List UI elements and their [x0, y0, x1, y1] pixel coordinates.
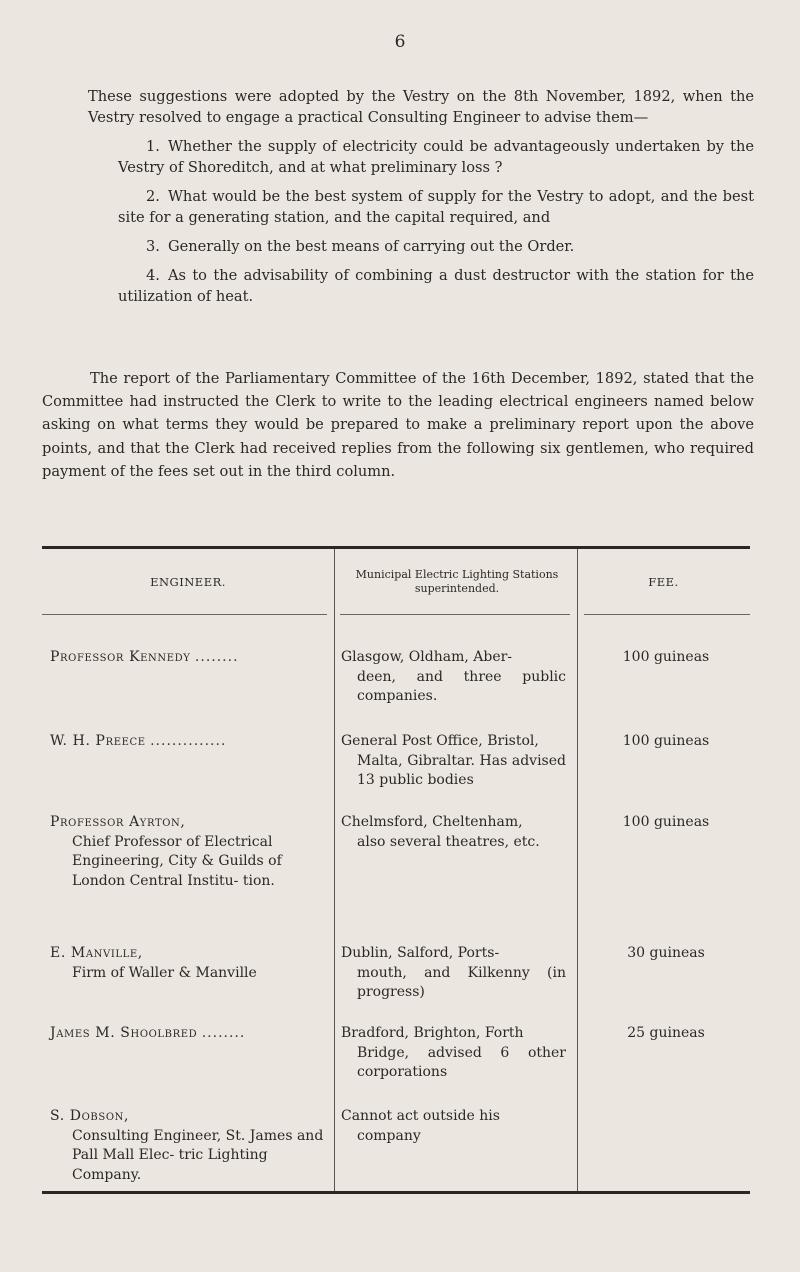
column-divider: [334, 549, 335, 1191]
stations-text: Cannot act outside his: [341, 1108, 500, 1124]
question-item: [88, 136, 754, 178]
header-fee: FEE.: [648, 575, 679, 589]
question-item: [88, 265, 754, 307]
stations-text-cont: Malta, Gibraltar. Has advised 13 public bodies: [357, 752, 566, 788]
dot-leader: ........: [194, 649, 239, 665]
engineer-cell: [50, 732, 330, 752]
engineer-cell: [50, 1107, 330, 1185]
stations-cell: [341, 944, 566, 1003]
table-bottom-rule: [42, 1191, 750, 1194]
fee-cell: 25 guineas: [627, 1025, 705, 1041]
engineer-name: W. H. Preece: [50, 733, 146, 749]
stations-text-cont: company: [357, 1127, 421, 1144]
header-stations: Municipal Electric Lighting Stations superintended.: [355, 568, 559, 595]
question-text: Whether the supply of electricity could be advantageously undertaken by the Vestry of Shoreditch, and at what preliminary loss ?: [118, 138, 754, 176]
engineer-name: S. Dobson,: [50, 1108, 130, 1124]
stations-text: General Post Office, Bristol,: [341, 733, 539, 749]
engineer-description: Chief Professor of Electrical Engineering, City & Guilds of London Central Institu- tion.: [72, 833, 282, 889]
table-header: [42, 549, 750, 615]
fee-cell: 100 guineas: [622, 814, 710, 830]
engineer-name: James M. Shoolbred: [50, 1025, 198, 1041]
stations-cell: [341, 1024, 566, 1083]
header-underline: [340, 614, 570, 615]
engineer-cell: [50, 648, 330, 668]
stations-text-cont: Bridge, advised 6 other corporations: [357, 1044, 566, 1080]
engineer-name: Professor Kennedy: [50, 649, 191, 665]
stations-text-cont: also several theatres, etc.: [357, 833, 540, 850]
header-underline: [42, 614, 327, 615]
page-number: 6: [394, 32, 406, 52]
engineer-name: Professor Ayrton,: [50, 814, 186, 830]
intro-section: [88, 86, 754, 307]
engineer-name: E. Manville,: [50, 945, 143, 961]
dot-leader: ........: [201, 1025, 246, 1041]
engineer-description: Firm of Waller & Manville: [72, 964, 257, 981]
question-number: 2.: [146, 188, 160, 205]
stations-cell: [341, 648, 566, 707]
stations-text: Chelmsford, Cheltenham,: [341, 814, 523, 830]
stations-text-cont: mouth, and Kilkenny (in progress): [357, 964, 566, 1000]
fee-cell: 100 guineas: [622, 733, 710, 749]
question-number: 4.: [146, 267, 160, 284]
column-divider: [577, 549, 578, 1191]
question-item: [88, 236, 754, 257]
stations-text: Dublin, Salford, Ports-: [341, 945, 500, 961]
question-text: What would be the best system of supply for the Vestry to adopt, and the best site for a generating station, and the capital required, and: [118, 188, 754, 226]
question-text: As to the advisability of combining a dust destructor with the station for the utilization of heat.: [118, 267, 754, 305]
dot-leader: ..............: [150, 733, 227, 749]
question-number: 3.: [146, 238, 160, 255]
report-paragraph: The report of the Parliamentary Committee of the 16th December, 1892, stated that the Committee had instructed the Clerk to write to the leading electrical engineers named below asking on what terms they would be prepared to make a preliminary report upon the above points, and that the Clerk had received replies from the following six gentlemen, who required payment of the fees set out in the third column.: [42, 370, 754, 480]
header-engineer: ENGINEER.: [150, 575, 226, 589]
stations-cell: [341, 1107, 566, 1146]
header-underline: [584, 614, 750, 615]
fee-cell: 30 guineas: [627, 945, 705, 961]
engineer-cell: [50, 813, 330, 891]
stations-cell: [341, 732, 566, 791]
engineer-cell: [50, 944, 330, 983]
question-text: Generally on the best means of carrying out the Order.: [167, 238, 575, 255]
stations-text: Bradford, Brighton, Forth: [341, 1025, 524, 1041]
question-item: [88, 186, 754, 228]
stations-text: Glasgow, Oldham, Aber-: [341, 649, 513, 665]
question-number: 1.: [146, 138, 160, 155]
intro-lead: These suggestions were adopted by the Vestry on the 8th November, 1892, when the Vestry resolved to engage a practical Consulting Engineer to advise them—: [88, 88, 754, 126]
engineer-cell: [50, 1024, 330, 1044]
stations-cell: [341, 813, 566, 852]
fee-cell: 100 guineas: [622, 649, 710, 665]
engineer-description: Consulting Engineer, St. James and Pall Mall Elec- tric Lighting Company.: [72, 1127, 324, 1183]
stations-text-cont: deen, and three public companies.: [357, 668, 566, 704]
engineers-table: [42, 546, 750, 1183]
